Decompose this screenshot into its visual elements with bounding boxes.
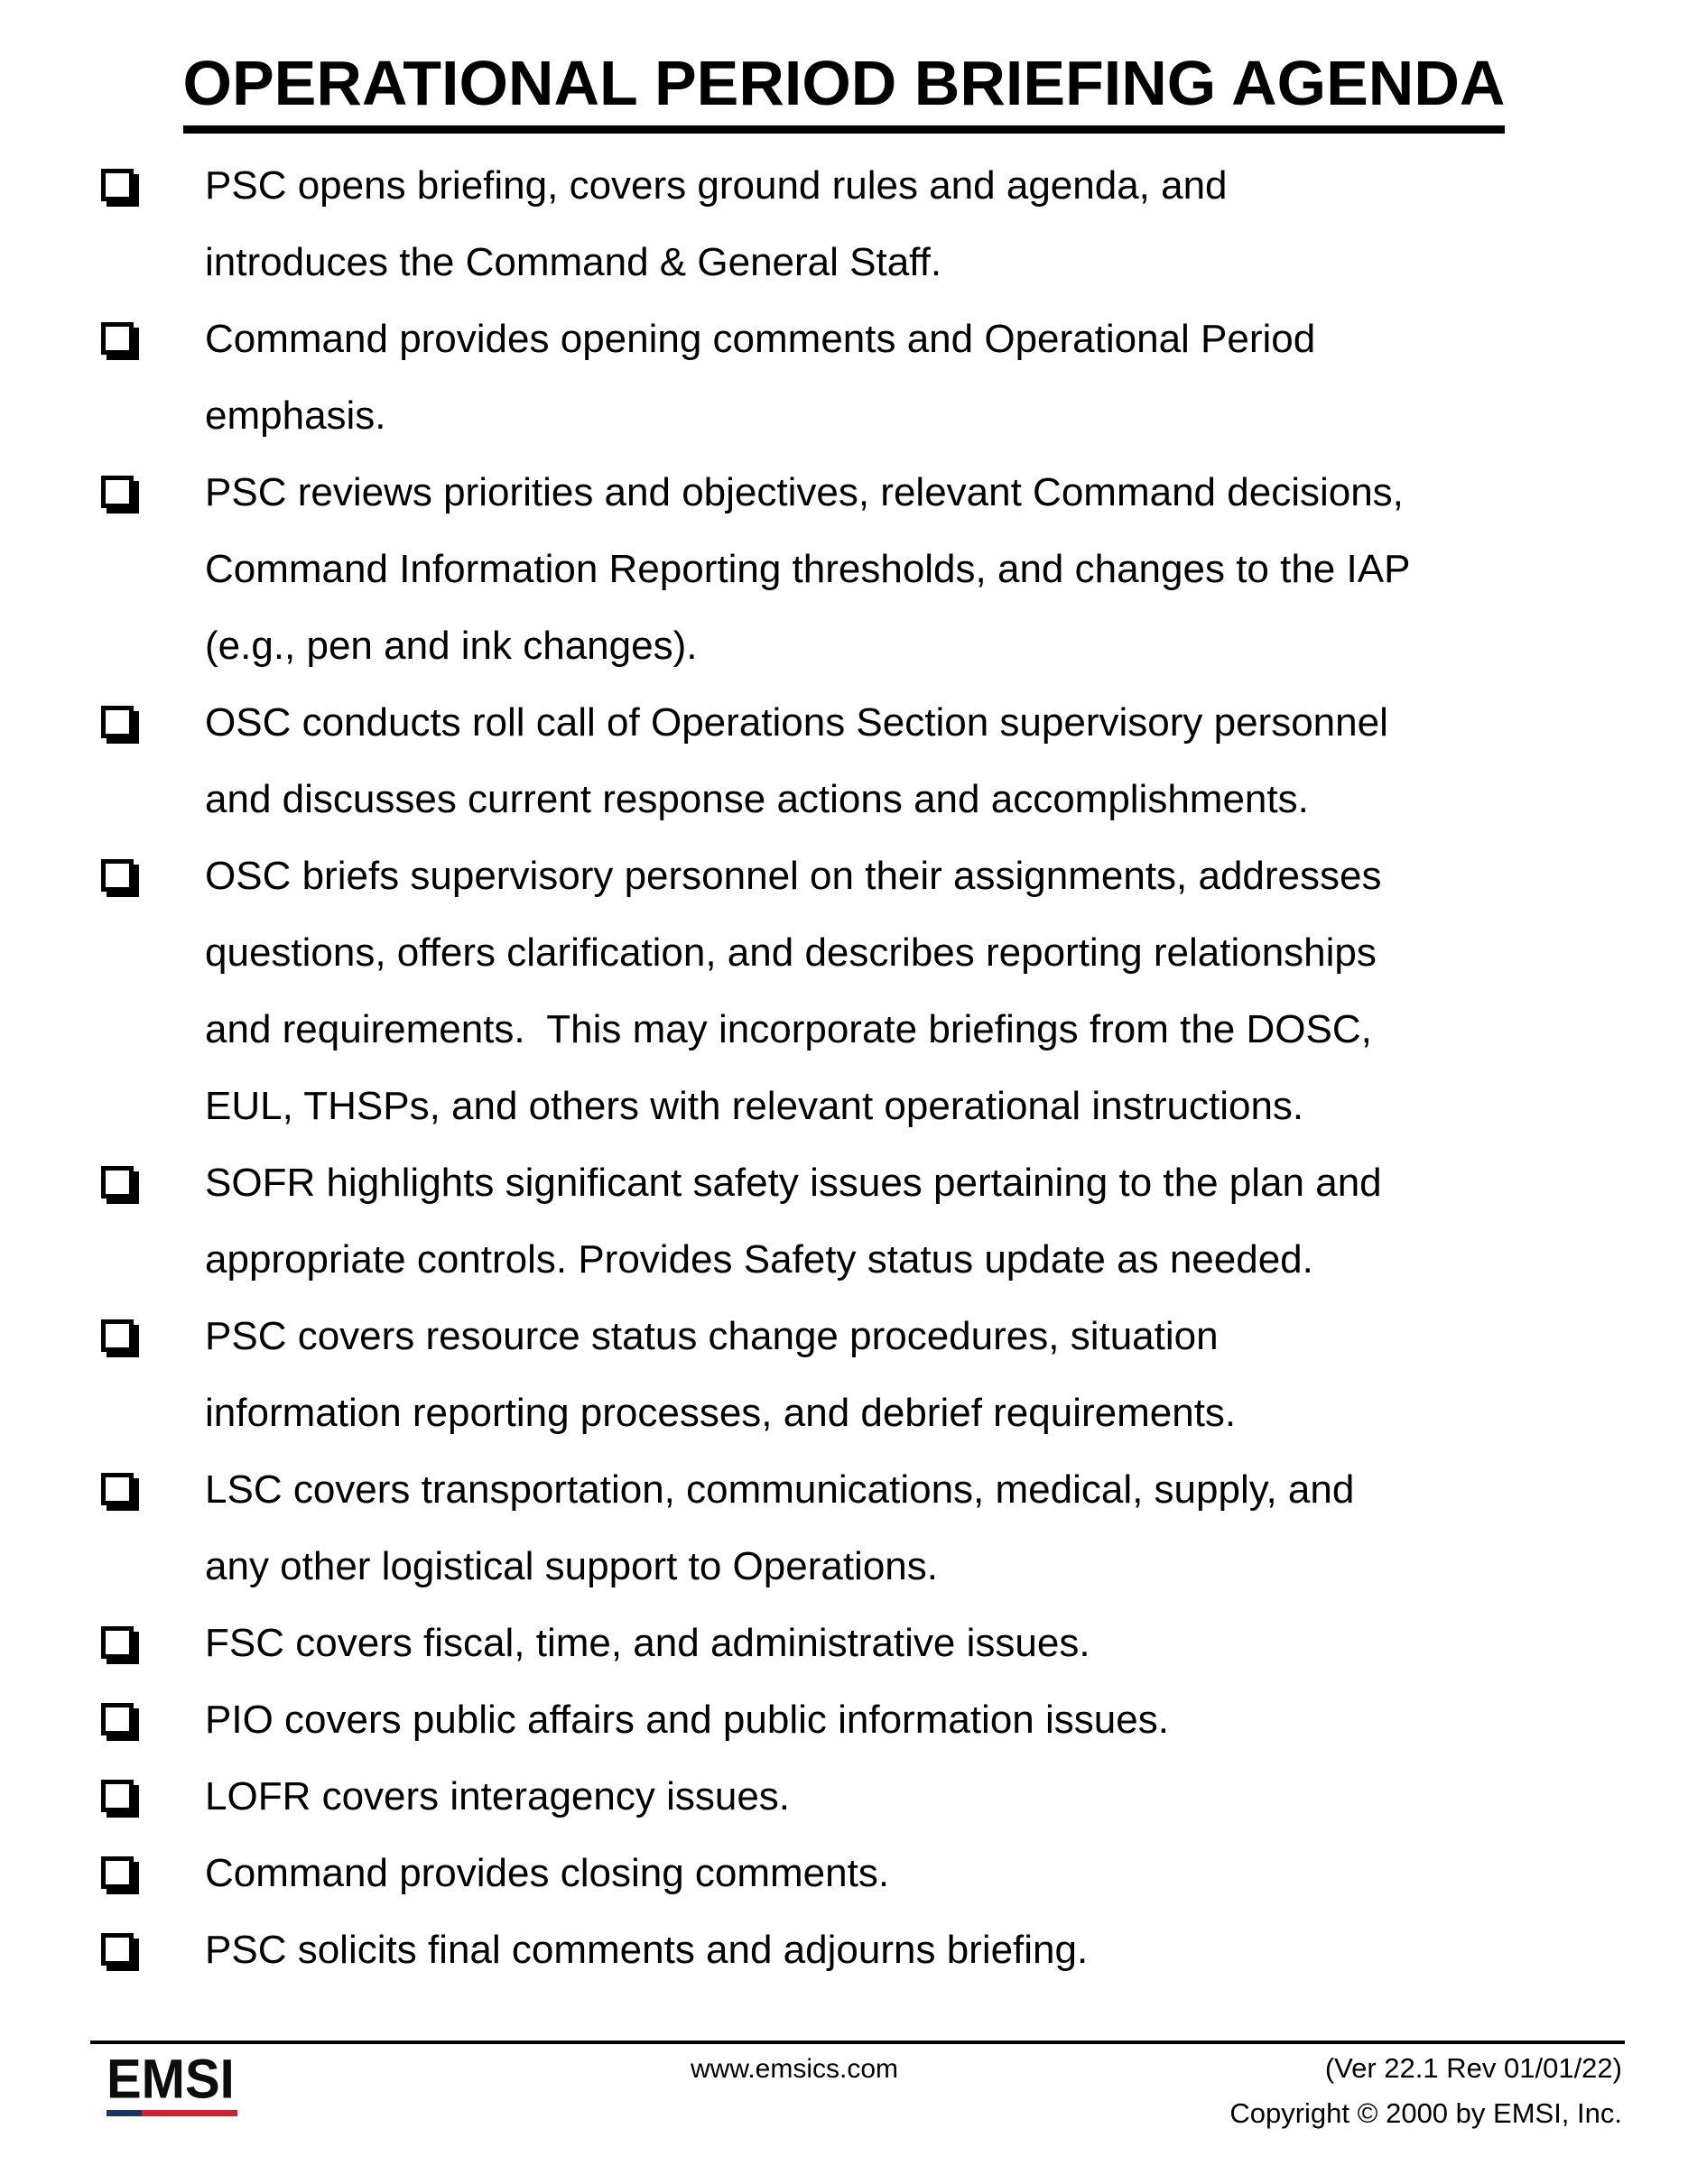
agenda-item xyxy=(205,1451,1649,1605)
agenda-item-line: OSC conducts roll call of Operations Section supervisory personnel xyxy=(205,700,1388,745)
footer-divider xyxy=(90,2041,1625,2044)
emsi-logo xyxy=(107,2048,237,2116)
emsi-logo-underline xyxy=(107,2110,237,2116)
agenda-item xyxy=(205,1911,1649,1988)
checkbox-icon xyxy=(101,1780,134,1812)
checkbox-icon xyxy=(101,1703,134,1735)
agenda-item-line: and requirements. This may incorporate briefings from the DOSC, xyxy=(205,1007,1372,1051)
footer-copyright: Copyright © 2000 by EMSI, Inc. xyxy=(1229,2097,1622,2129)
checkbox-icon xyxy=(101,1856,134,1889)
agenda-item-line: PSC reviews priorities and objectives, relevant Command decisions, xyxy=(205,470,1404,514)
footer-website: www.emsics.com xyxy=(690,2054,899,2084)
logo-bar-navy xyxy=(107,2110,142,2116)
agenda-item-line: Command provides opening comments and Operational Period xyxy=(205,317,1316,361)
agenda-item-line: PIO covers public affairs and public information issues. xyxy=(205,1698,1169,1742)
agenda-item-line: PSC covers resource status change procedures, situation xyxy=(205,1314,1219,1358)
agenda-item xyxy=(205,1835,1649,1911)
agenda-item-line: SOFR highlights significant safety issues pertaining to the plan and xyxy=(205,1161,1382,1205)
agenda-item xyxy=(205,1605,1649,1681)
footer-version: (Ver 22.1 Rev 01/01/22) xyxy=(1324,2052,1622,2084)
agenda-checklist xyxy=(205,147,1649,1988)
agenda-item-line: introduces the Command & General Staff. xyxy=(205,240,942,284)
agenda-item xyxy=(205,454,1649,684)
agenda-item-line: appropriate controls. Provides Safety status update as needed. xyxy=(205,1237,1313,1282)
agenda-item xyxy=(205,147,1649,301)
agenda-item-line: emphasis. xyxy=(205,393,386,438)
agenda-item-line: (e.g., pen and ink changes). xyxy=(205,624,698,668)
checkbox-icon xyxy=(101,1473,134,1505)
agenda-item-line: FSC covers fiscal, time, and administrative issues. xyxy=(205,1621,1090,1665)
checkbox-icon xyxy=(101,1319,134,1352)
agenda-item-line: information reporting processes, and debrief requirements. xyxy=(205,1391,1237,1435)
agenda-item-line: any other logistical support to Operations. xyxy=(205,1544,939,1588)
agenda-item-line: EUL, THSPs, and others with relevant operational instructions. xyxy=(205,1084,1304,1128)
checkbox-icon xyxy=(101,1933,134,1966)
agenda-item-line: and discusses current response actions and accomplishments. xyxy=(205,777,1309,821)
agenda-item xyxy=(205,301,1649,454)
agenda-item-line: Command Information Reporting thresholds, and changes to the IAP xyxy=(205,547,1411,591)
checkbox-icon xyxy=(101,476,134,508)
emsi-logo-text: EMSI xyxy=(107,2048,235,2111)
agenda-item-line: Command provides closing comments. xyxy=(205,1851,890,1895)
agenda-item xyxy=(205,684,1649,838)
agenda-item-line: LOFR covers interagency issues. xyxy=(205,1774,791,1818)
checkbox-icon xyxy=(101,859,134,892)
logo-bar-red xyxy=(142,2110,237,2116)
checkbox-icon xyxy=(101,1626,134,1659)
agenda-item-line: PSC opens briefing, covers ground rules and agenda, and xyxy=(205,163,1228,208)
checkbox-icon xyxy=(101,1166,134,1198)
agenda-item-line: questions, offers clarification, and describes reporting relationships xyxy=(205,930,1377,975)
agenda-item xyxy=(205,1681,1649,1758)
agenda-item xyxy=(205,838,1649,1144)
checkbox-icon xyxy=(101,169,134,201)
page-title: OPERATIONAL PERIOD BRIEFING AGENDA xyxy=(183,47,1506,134)
checkbox-icon xyxy=(101,322,134,355)
agenda-item xyxy=(205,1144,1649,1298)
agenda-item xyxy=(205,1758,1649,1835)
agenda-item xyxy=(205,1298,1649,1451)
agenda-item-line: LSC covers transportation, communications, medical, supply, and xyxy=(205,1467,1355,1512)
agenda-item-line: OSC briefs supervisory personnel on their assignments, addresses xyxy=(205,854,1382,898)
title-row xyxy=(0,47,1688,134)
checkbox-icon xyxy=(101,706,134,738)
agenda-item-line: PSC solicits final comments and adjourns briefing. xyxy=(205,1928,1089,1972)
